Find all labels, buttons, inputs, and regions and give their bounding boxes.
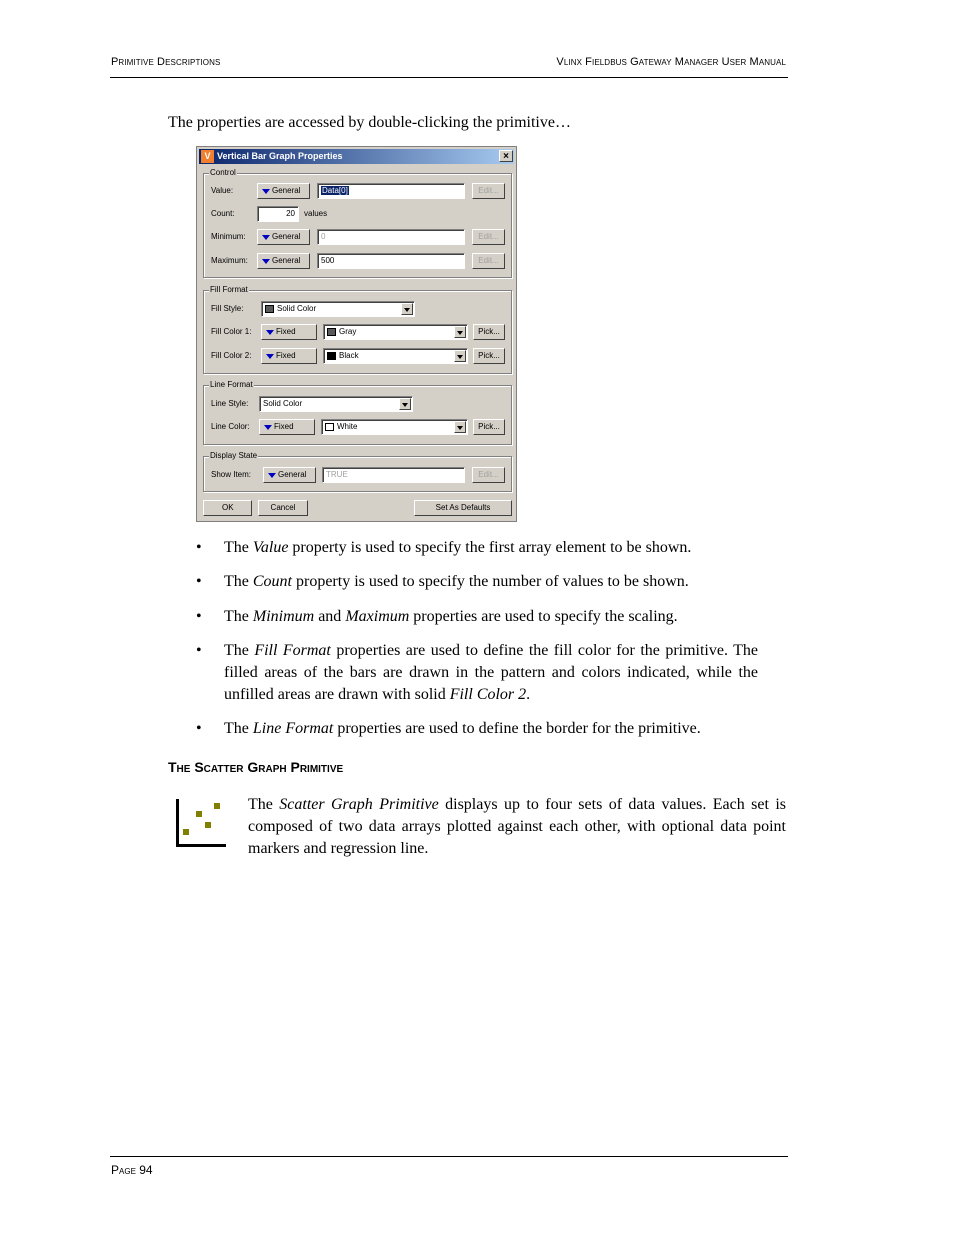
fill-color1-label: Fill Color 1:: [211, 327, 252, 336]
maximum-field[interactable]: 500: [317, 253, 465, 269]
page-number: Page 94: [111, 1163, 153, 1177]
count-label: Count:: [211, 209, 235, 218]
display-state-group-label: Display State: [210, 451, 258, 460]
fill-format-group: [203, 285, 512, 374]
line-color-select[interactable]: [321, 419, 468, 435]
ok-button[interactable]: OK: [203, 500, 252, 516]
show-item-mode-dropdown[interactable]: General: [263, 467, 316, 483]
bullet-mark: •: [196, 573, 202, 590]
maximum-mode-dropdown[interactable]: General: [257, 253, 310, 269]
set-as-defaults-button[interactable]: Set As Defaults: [414, 500, 512, 516]
show-item-edit-button[interactable]: Edit...: [472, 467, 505, 483]
icon-point: [196, 811, 202, 817]
icon-point: [214, 803, 220, 809]
fill-color1-select[interactable]: [323, 324, 468, 340]
app-icon: V: [201, 150, 214, 163]
maximum-edit-button[interactable]: Edit...: [472, 253, 505, 269]
count-field[interactable]: 20: [257, 206, 299, 222]
list-item-text: The Value property is used to specify the first array element to be shown.: [224, 539, 692, 556]
scatter-graph-icon: [172, 797, 228, 849]
chevron-down-icon[interactable]: [454, 350, 466, 362]
icon-point: [183, 829, 189, 835]
fill-color2-label: Fill Color 2:: [211, 351, 252, 360]
page-header-right: Vlinx Fieldbus Gateway Manager User Manual: [556, 56, 786, 68]
line-color-mode-dropdown[interactable]: Fixed: [259, 419, 315, 435]
show-item-label: Show Item:: [211, 470, 252, 479]
minimum-label: Minimum:: [211, 232, 246, 241]
fill-color2-mode-dropdown[interactable]: Fixed: [261, 348, 317, 364]
fill-color1-mode-dropdown[interactable]: Fixed: [261, 324, 317, 340]
fill-color2-swatch: [327, 352, 336, 360]
chevron-down-icon[interactable]: [399, 398, 411, 410]
fill-color1-value: Gray: [339, 327, 357, 336]
maximum-label: Maximum:: [211, 256, 248, 265]
section-title: The Scatter Graph Primitive: [168, 759, 344, 775]
page-header-left: Primitive Descriptions: [111, 56, 221, 68]
value-field-text: Data[0]: [322, 186, 348, 195]
minimum-edit-button[interactable]: Edit...: [472, 229, 505, 245]
icon-point: [205, 822, 211, 828]
bullet-mark: •: [196, 720, 202, 737]
line-format-group: [203, 380, 512, 445]
control-group-label: Control: [210, 168, 236, 177]
bullet-mark: •: [196, 642, 202, 659]
fill-style-swatch: [265, 305, 274, 313]
line-style-value: Solid Color: [263, 399, 303, 408]
line-color-pick-button[interactable]: Pick...: [473, 419, 505, 435]
fill-style-select[interactable]: [261, 301, 415, 317]
line-format-group-label: Line Format: [210, 380, 253, 389]
fill-format-group-label: Fill Format: [210, 285, 248, 294]
line-color-swatch: [325, 423, 334, 431]
fill-color1-swatch: [327, 328, 336, 336]
list-item-text: The Line Format properties are used to define the border for the primitive.: [224, 720, 701, 737]
dialog-title: Vertical Bar Graph Properties: [217, 151, 343, 161]
intro-text: The properties are accessed by double-clicking the primitive…: [168, 114, 571, 131]
dialog-titlebar: [199, 149, 514, 164]
chevron-down-icon[interactable]: [454, 326, 466, 338]
icon-axis-x: [176, 844, 226, 847]
value-label: Value:: [211, 186, 234, 195]
properties-dialog: [196, 146, 517, 522]
scatter-paragraph: The Scatter Graph Primitive displays up to four sets of data values. Each set is composed of two data arrays plotted against each other, with optional data point markers and regression line.: [248, 796, 786, 857]
show-item-field[interactable]: TRUE: [322, 467, 465, 483]
list-item-text: The Minimum and Maximum properties are used to specify the scaling.: [224, 608, 678, 625]
value-edit-button[interactable]: Edit...: [472, 183, 505, 199]
close-button[interactable]: ×: [499, 150, 513, 162]
line-color-value: White: [337, 422, 358, 431]
bullet-mark: •: [196, 539, 202, 556]
control-group: [203, 168, 512, 278]
fill-color2-select[interactable]: [323, 348, 468, 364]
cancel-button[interactable]: Cancel: [258, 500, 308, 516]
chevron-down-icon[interactable]: [454, 421, 466, 433]
list-item-text: The Count property is used to specify the number of values to be shown.: [224, 573, 689, 590]
value-mode-dropdown[interactable]: General: [257, 183, 310, 199]
display-state-group: [203, 451, 512, 492]
minimum-mode-dropdown[interactable]: General: [257, 229, 310, 245]
line-style-select[interactable]: [259, 396, 413, 412]
line-color-label: Line Color:: [211, 422, 250, 431]
value-field[interactable]: [317, 183, 465, 199]
chevron-down-icon[interactable]: [401, 303, 413, 315]
fill-color1-pick-button[interactable]: Pick...: [473, 324, 505, 340]
fill-style-label: Fill Style:: [211, 304, 244, 313]
line-style-label: Line Style:: [211, 399, 249, 408]
fill-style-value: Solid Color: [277, 304, 317, 313]
fill-color2-value: Black: [339, 351, 359, 360]
list-item-text: The Fill Format properties are used to define the fill color for the primitive. The filled areas of the bars are drawn in the pattern and colors indicated, while the unfilled areas are drawn with solid Fill Color 2.: [224, 642, 759, 703]
minimum-field[interactable]: 0: [317, 229, 465, 245]
bullet-mark: •: [196, 608, 202, 625]
icon-axis-y: [176, 799, 179, 847]
header-rule: [110, 77, 788, 78]
count-unit-label: values: [304, 209, 328, 218]
footer-rule: [110, 1156, 788, 1157]
fill-color2-pick-button[interactable]: Pick...: [473, 348, 505, 364]
